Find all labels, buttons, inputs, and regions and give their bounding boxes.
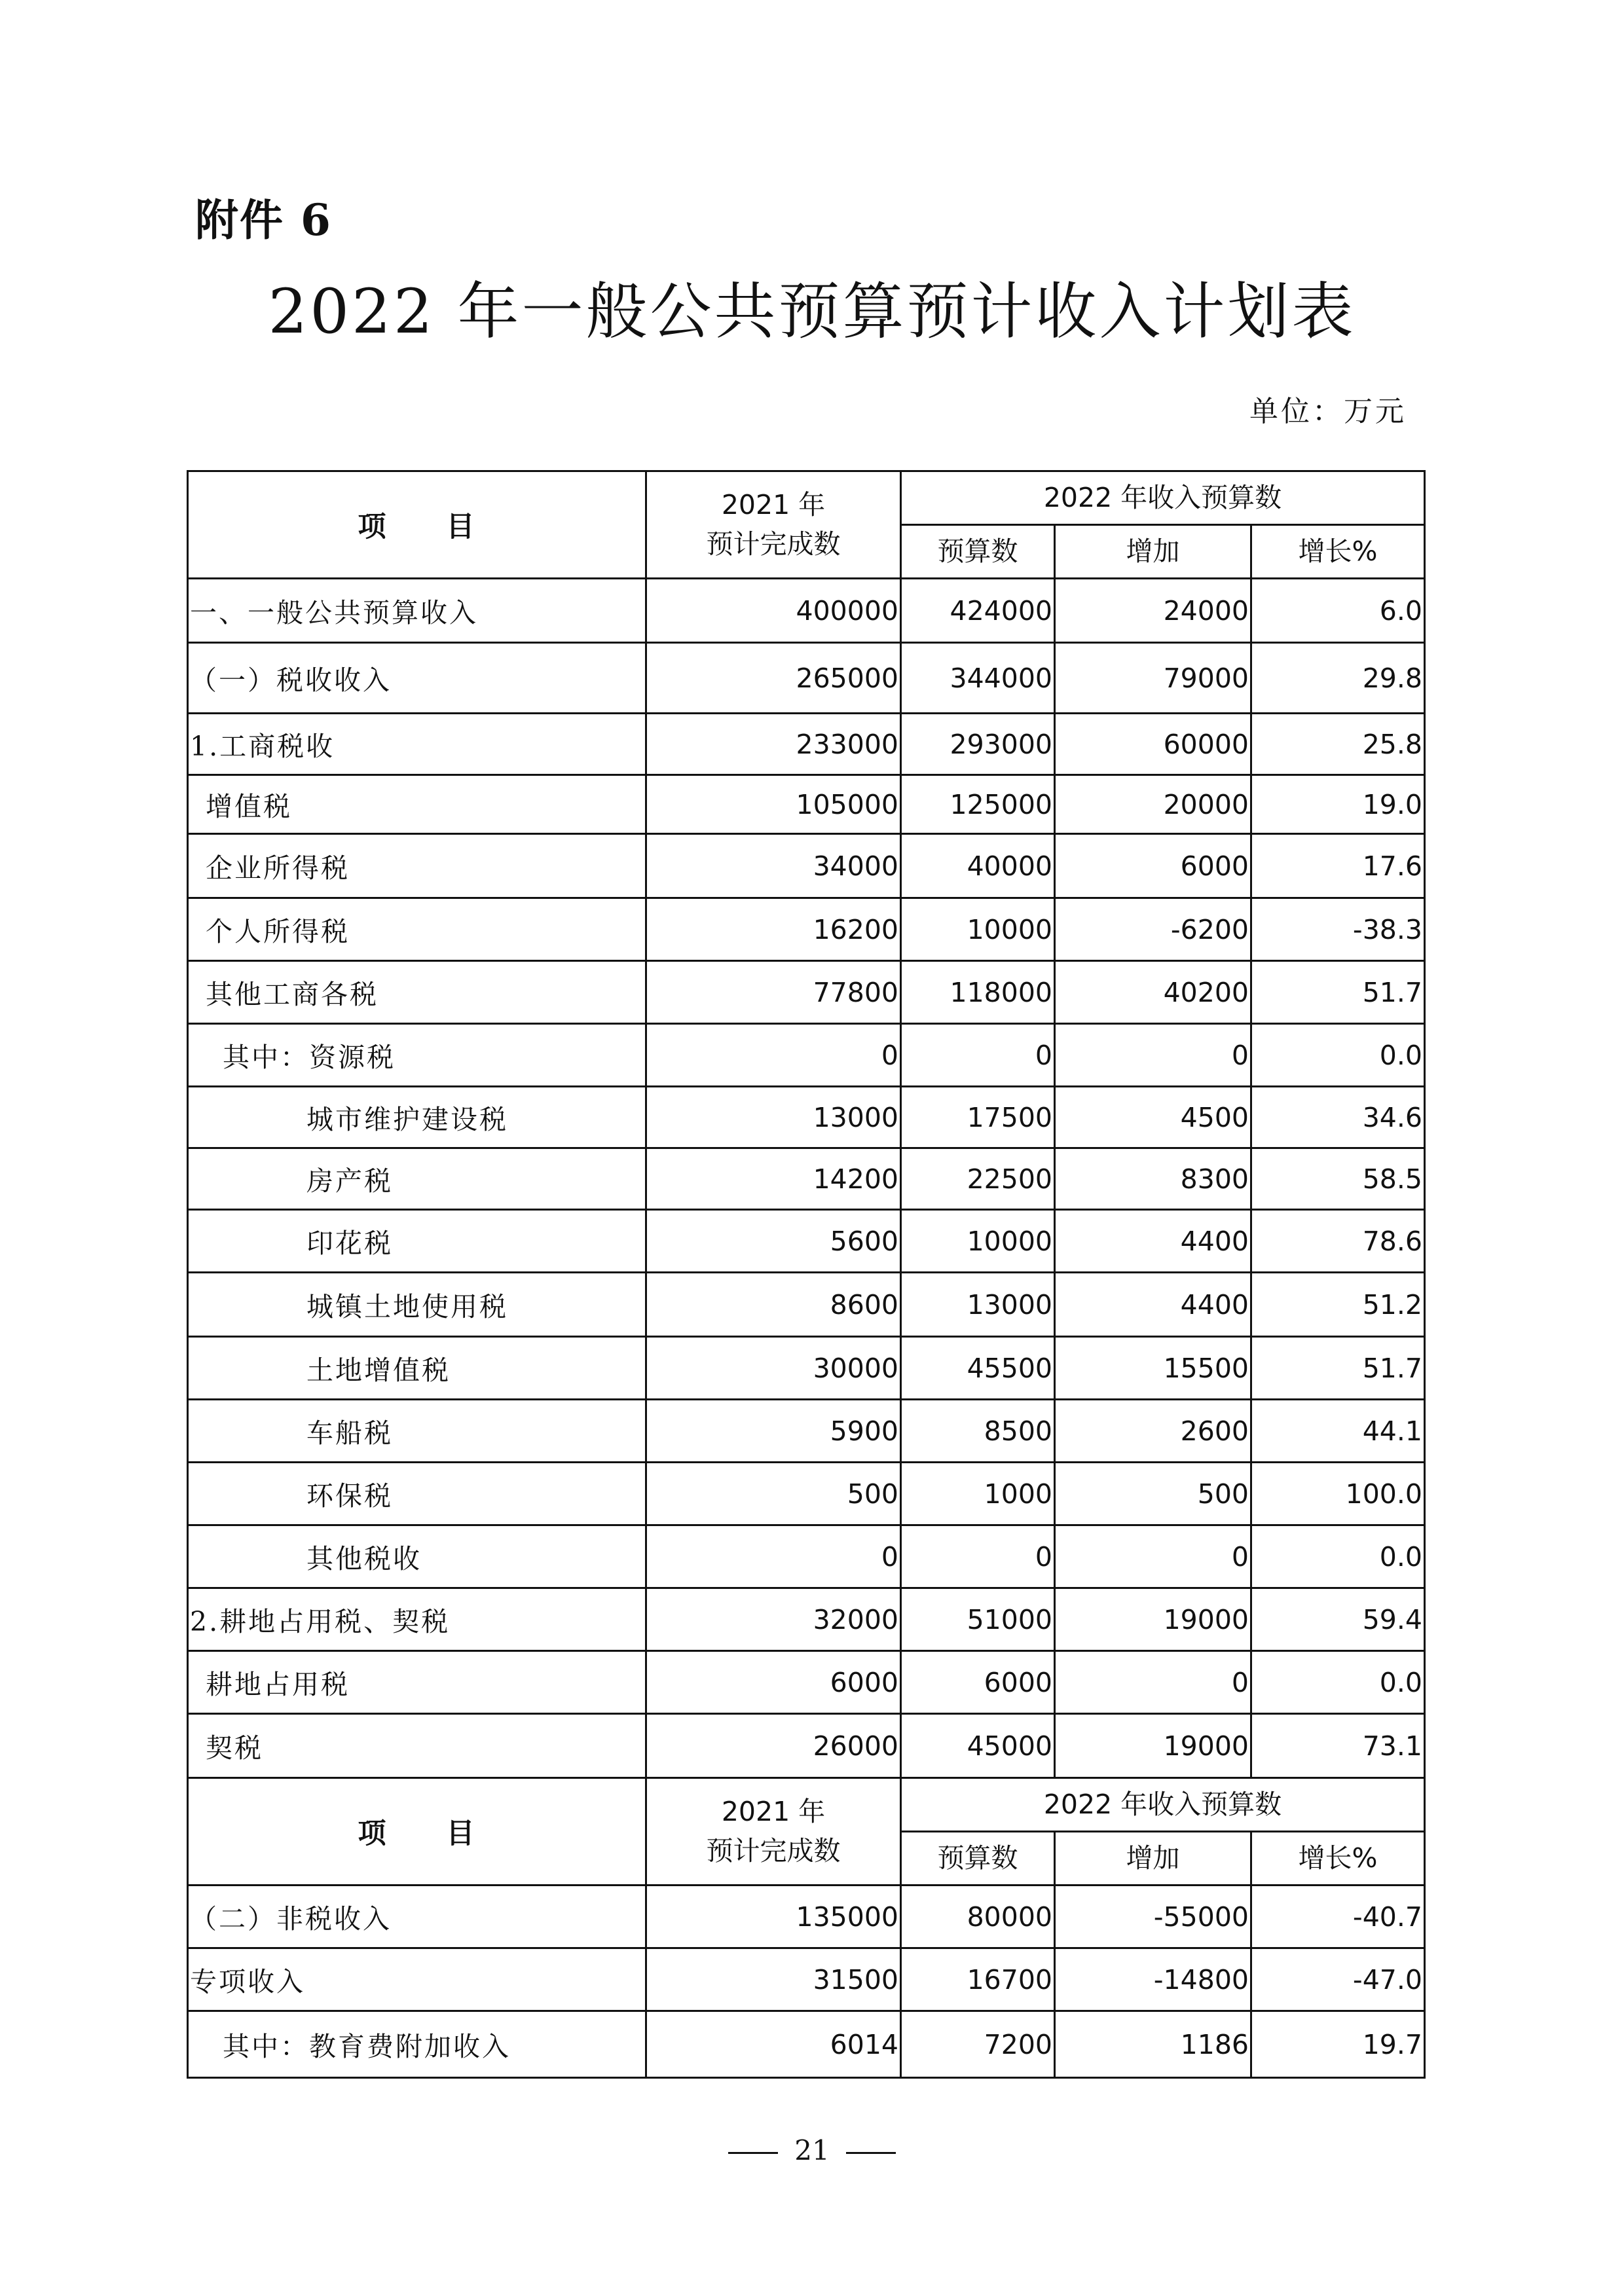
row-growth: 58.5 [1251, 1148, 1425, 1210]
row-budget: 7200 [901, 2011, 1055, 2078]
row-increase: 20000 [1055, 775, 1251, 834]
row-name: 一、一般公共预算收入 [188, 579, 646, 643]
row-prev-year: 0 [646, 1525, 901, 1588]
row-growth: -40.7 [1251, 1886, 1425, 1948]
row-budget: 10000 [901, 898, 1055, 961]
header-prev-year-line1: 2021 年 [721, 489, 826, 521]
header-prev-year-line2-repeat: 预计完成数 [706, 1834, 841, 1867]
row-budget: 80000 [901, 1886, 1055, 1948]
row-budget: 17500 [901, 1087, 1055, 1148]
row-increase: 4400 [1055, 1273, 1251, 1337]
row-increase: 1186 [1055, 2011, 1251, 2078]
table-row [188, 1651, 1425, 1714]
row-budget: 0 [901, 1024, 1055, 1087]
row-prev-year: 0 [646, 1024, 901, 1087]
row-budget: 293000 [901, 714, 1055, 775]
row-growth: 19.7 [1251, 2011, 1425, 2078]
row-increase: 4400 [1055, 1210, 1251, 1273]
row-increase: -14800 [1055, 1948, 1251, 2011]
row-budget: 22500 [901, 1148, 1055, 1210]
row-name: 其中：教育费附加收入 [188, 2011, 646, 2078]
row-name: 其他税收 [188, 1525, 646, 1588]
row-name: 环保税 [188, 1463, 646, 1525]
row-growth: -47.0 [1251, 1948, 1425, 2011]
row-growth: 6.0 [1251, 579, 1425, 643]
row-increase: 40200 [1055, 961, 1251, 1024]
header-growth-repeat: 增长% [1251, 1832, 1425, 1886]
row-prev-year: 5900 [646, 1400, 901, 1463]
header-budget: 预算数 [901, 525, 1055, 579]
row-growth: 73.1 [1251, 1714, 1425, 1778]
row-growth: 0.0 [1251, 1651, 1425, 1714]
table-row [188, 1024, 1425, 1087]
page-title: 2022 年一般公共预算预计收入计划表 [268, 276, 1356, 348]
table-row [188, 961, 1425, 1024]
row-budget: 118000 [901, 961, 1055, 1024]
row-name: （二）非税收入 [188, 1886, 646, 1948]
row-growth: 51.7 [1251, 961, 1425, 1024]
table-row [188, 898, 1425, 961]
table-row [188, 714, 1425, 775]
row-prev-year: 32000 [646, 1588, 901, 1651]
row-budget: 0 [901, 1525, 1055, 1588]
row-budget: 424000 [901, 579, 1055, 643]
row-prev-year: 13000 [646, 1087, 901, 1148]
row-name: 专项收入 [188, 1948, 646, 2011]
row-increase: 24000 [1055, 579, 1251, 643]
row-growth: 17.6 [1251, 834, 1425, 898]
row-name: 土地增值税 [188, 1337, 646, 1400]
table-row [188, 1948, 1425, 2011]
row-prev-year: 14200 [646, 1148, 901, 1210]
row-growth: 100.0 [1251, 1463, 1425, 1525]
table-row [188, 1463, 1425, 1525]
row-budget: 45000 [901, 1714, 1055, 1778]
row-increase: 4500 [1055, 1087, 1251, 1148]
header-budget-group: 2022 年收入预算数 [901, 471, 1425, 525]
page-number [0, 2134, 1624, 2166]
row-increase: -6200 [1055, 898, 1251, 961]
row-name: 契税 [188, 1714, 646, 1778]
unit-label: 单位：万元 [1249, 395, 1407, 428]
header-prev-year-line2: 预计完成数 [706, 528, 841, 560]
row-growth: 59.4 [1251, 1588, 1425, 1651]
table-row [188, 1588, 1425, 1651]
row-prev-year: 77800 [646, 961, 901, 1024]
row-increase: 19000 [1055, 1588, 1251, 1651]
row-growth: 0.0 [1251, 1525, 1425, 1588]
row-budget: 125000 [901, 775, 1055, 834]
row-budget: 8500 [901, 1400, 1055, 1463]
row-growth: 25.8 [1251, 714, 1425, 775]
row-prev-year: 265000 [646, 643, 901, 714]
row-growth: 44.1 [1251, 1400, 1425, 1463]
row-budget: 344000 [901, 643, 1055, 714]
page-number-dash-right [846, 2152, 896, 2154]
table-row [188, 1210, 1425, 1273]
row-increase: 60000 [1055, 714, 1251, 775]
row-growth: 19.0 [1251, 775, 1425, 834]
table-row [188, 834, 1425, 898]
row-prev-year: 5600 [646, 1210, 901, 1273]
row-name: 其他工商各税 [188, 961, 646, 1024]
header-budget-group-repeat: 2022 年收入预算数 [901, 1778, 1425, 1832]
header-budget-repeat: 预算数 [901, 1832, 1055, 1886]
table-row [188, 1148, 1425, 1210]
row-name: 印花税 [188, 1210, 646, 1273]
row-increase: 2600 [1055, 1400, 1251, 1463]
table-row [188, 1714, 1425, 1778]
row-name: 城市维护建设税 [188, 1087, 646, 1148]
budget-table [187, 470, 1426, 2079]
header-growth: 增长% [1251, 525, 1425, 579]
table-row [188, 1337, 1425, 1400]
row-increase: 500 [1055, 1463, 1251, 1525]
row-prev-year: 105000 [646, 775, 901, 834]
page-number-dash-left [728, 2152, 778, 2154]
header-item-repeat: 项 目 [188, 1778, 646, 1886]
row-name: 企业所得税 [188, 834, 646, 898]
table-row [188, 579, 1425, 643]
row-name: 增值税 [188, 775, 646, 834]
row-increase: 79000 [1055, 643, 1251, 714]
table-row [188, 1886, 1425, 1948]
row-prev-year: 233000 [646, 714, 901, 775]
row-growth: 78.6 [1251, 1210, 1425, 1273]
row-name: 2.耕地占用税、契税 [188, 1588, 646, 1651]
attachment-label: 附件 6 [195, 194, 332, 246]
row-name: 个人所得税 [188, 898, 646, 961]
row-budget: 40000 [901, 834, 1055, 898]
row-growth: 51.2 [1251, 1273, 1425, 1337]
row-name: 城镇土地使用税 [188, 1273, 646, 1337]
row-prev-year: 6014 [646, 2011, 901, 2078]
header-prev-year-line1-repeat: 2021 年 [721, 1796, 826, 1828]
row-increase: -55000 [1055, 1886, 1251, 1948]
header-increase-repeat: 增加 [1055, 1832, 1251, 1886]
header-prev-year [646, 471, 901, 579]
row-increase: 19000 [1055, 1714, 1251, 1778]
header-item: 项 目 [188, 471, 646, 579]
page-number-value: 21 [794, 2134, 830, 2166]
table-row [188, 775, 1425, 834]
row-increase: 8300 [1055, 1148, 1251, 1210]
row-increase: 0 [1055, 1651, 1251, 1714]
row-budget: 13000 [901, 1273, 1055, 1337]
row-budget: 45500 [901, 1337, 1055, 1400]
table-row [188, 1087, 1425, 1148]
row-name: 其中：资源税 [188, 1024, 646, 1087]
table-header-row-repeat [188, 1778, 1425, 1832]
table-row [188, 1400, 1425, 1463]
table-row [188, 2011, 1425, 2078]
row-budget: 16700 [901, 1948, 1055, 2011]
row-growth: 29.8 [1251, 643, 1425, 714]
row-prev-year: 16200 [646, 898, 901, 961]
row-increase: 0 [1055, 1525, 1251, 1588]
row-prev-year: 135000 [646, 1886, 901, 1948]
header-increase: 增加 [1055, 525, 1251, 579]
row-name: 车船税 [188, 1400, 646, 1463]
header-prev-year-repeat [646, 1778, 901, 1886]
row-prev-year: 8600 [646, 1273, 901, 1337]
row-growth: 51.7 [1251, 1337, 1425, 1400]
row-increase: 15500 [1055, 1337, 1251, 1400]
table-row [188, 643, 1425, 714]
row-prev-year: 6000 [646, 1651, 901, 1714]
table-header-row [188, 471, 1425, 525]
row-name: 1.工商税收 [188, 714, 646, 775]
row-name: 房产税 [188, 1148, 646, 1210]
row-budget: 51000 [901, 1588, 1055, 1651]
row-prev-year: 500 [646, 1463, 901, 1525]
row-prev-year: 31500 [646, 1948, 901, 2011]
row-prev-year: 30000 [646, 1337, 901, 1400]
table-row [188, 1273, 1425, 1337]
row-growth: -38.3 [1251, 898, 1425, 961]
row-prev-year: 26000 [646, 1714, 901, 1778]
row-increase: 0 [1055, 1024, 1251, 1087]
row-prev-year: 34000 [646, 834, 901, 898]
row-budget: 10000 [901, 1210, 1055, 1273]
row-name: （一）税收收入 [188, 643, 646, 714]
row-budget: 1000 [901, 1463, 1055, 1525]
row-budget: 6000 [901, 1651, 1055, 1714]
row-name: 耕地占用税 [188, 1651, 646, 1714]
row-growth: 0.0 [1251, 1024, 1425, 1087]
row-prev-year: 400000 [646, 579, 901, 643]
row-growth: 34.6 [1251, 1087, 1425, 1148]
table-row [188, 1525, 1425, 1588]
row-increase: 6000 [1055, 834, 1251, 898]
